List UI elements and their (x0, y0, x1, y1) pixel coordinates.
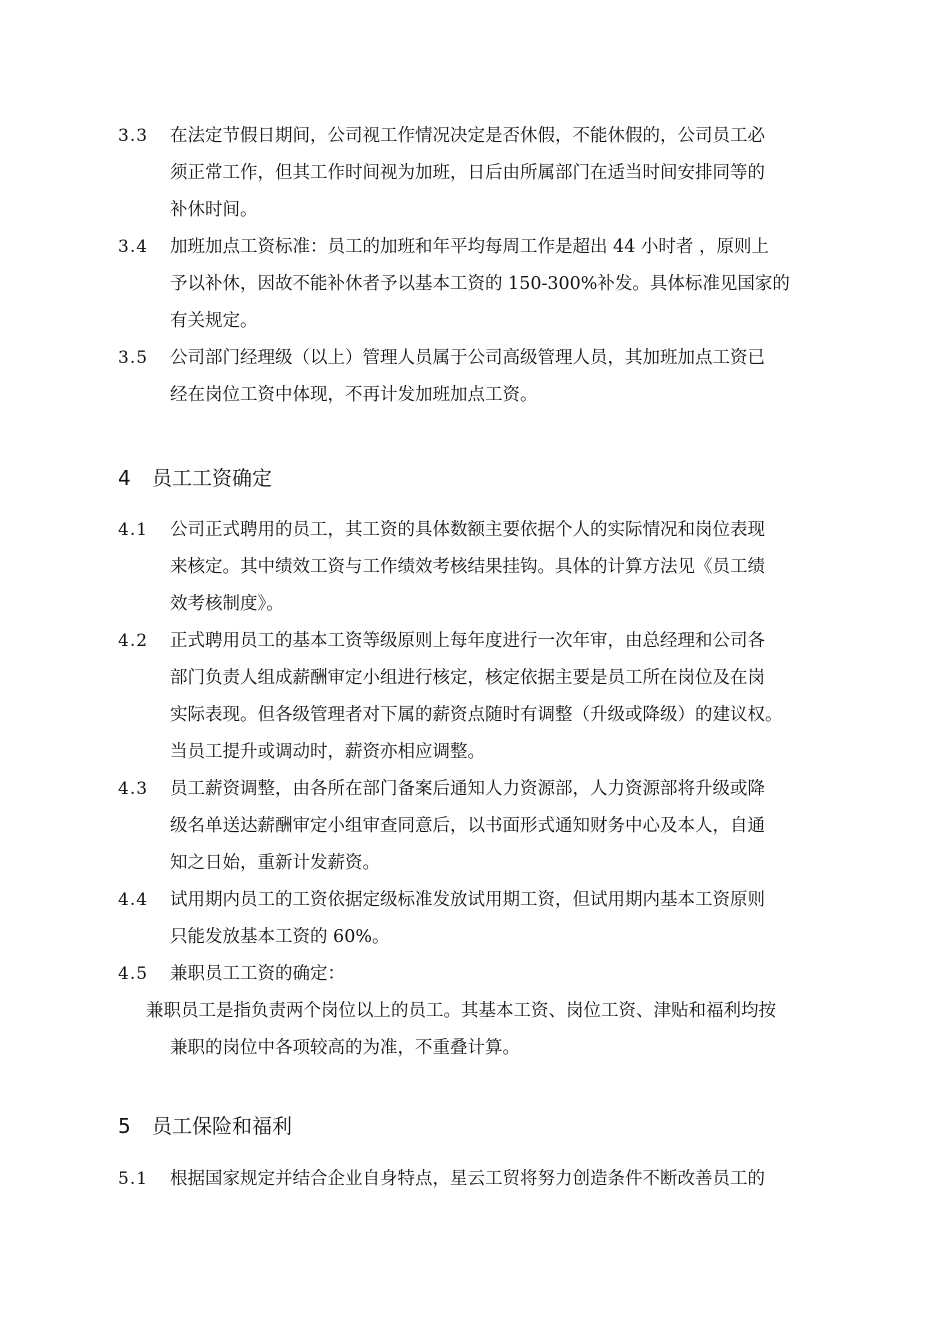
section-heading (118, 1108, 292, 1145)
clause-text: 根据国家规定并结合企业自身特点，星云工贸将努力创造条件不断改善员工的 (170, 1169, 765, 1189)
clause-number: 3.3 (118, 126, 149, 146)
clause-number: 4.2 (118, 631, 149, 651)
clause-text: 须正常工作，但其工作时间视为加班，日后由所属部门在适当时间安排同等的 (170, 163, 765, 183)
clause-text: 公司正式聘用的员工，其工资的具体数额主要依据个人的实际情况和岗位表现 (170, 520, 765, 540)
clause-number: 3.4 (118, 237, 149, 257)
clause-text: 加班加点工资标准：员工的加班和年平均每周工作是超出 44 小时者 ，原则上 (170, 237, 769, 257)
clause-text: 公司部门经理级（以上）管理人员属于公司高级管理人员，其加班加点工资已 (170, 348, 765, 368)
clause-text: 兼职员工是指负责两个岗位以上的员工。其基本工资、岗位工资、津贴和福利均按 (146, 1001, 776, 1021)
clause-text: 试用期内员工的工资依据定级标准发放试用期工资，但试用期内基本工资原则 (170, 890, 765, 910)
clause-text: 知之日始，重新计发薪资。 (170, 853, 380, 873)
clause-text: 部门负责人组成薪酬审定小组进行核定，核定依据主要是员工所在岗位及在岗 (170, 668, 765, 688)
section-heading-number: 5 (118, 1114, 131, 1138)
clause-text: 在法定节假日期间，公司视工作情况决定是否休假，不能休假的，公司员工必 (170, 126, 765, 146)
clause-number: 4.3 (118, 779, 149, 799)
clause-text: 效考核制度》。 (170, 594, 284, 614)
clause-text: 兼职员工工资的确定： (170, 964, 345, 984)
clause-text: 兼职的岗位中各项较高的为准，不重叠计算。 (170, 1038, 520, 1058)
clause-text: 只能发放基本工资的 60%。 (170, 927, 390, 947)
section-heading-title: 员工工资确定 (152, 466, 272, 490)
section-heading-number: 4 (118, 466, 131, 490)
clause-number: 4.4 (118, 890, 149, 910)
clause-number: 5.1 (118, 1169, 149, 1189)
clause-number: 3.5 (118, 348, 149, 368)
clause-text: 来核定。其中绩效工资与工作绩效考核结果挂钩。具体的计算方法见《员工绩 (170, 557, 765, 577)
clause-text: 经在岗位工资中体现，不再计发加班加点工资。 (170, 385, 538, 405)
clause-text: 补休时间。 (170, 200, 258, 220)
clause-text: 员工薪资调整，由各所在部门备案后通知人力资源部，人力资源部将升级或降 (170, 779, 765, 799)
clause-text: 有关规定。 (170, 311, 258, 331)
clause-text: 当员工提升或调动时，薪资亦相应调整。 (170, 742, 485, 762)
clause-text: 级名单送达薪酬审定小组审查同意后，以书面形式通知财务中心及本人，自通 (170, 816, 765, 836)
clause-number: 4.1 (118, 520, 149, 540)
section-heading (118, 460, 272, 497)
clause-text: 实际表现。但各级管理者对下属的薪资点随时有调整（升级或降级）的建议权。 (170, 705, 783, 725)
clause-number: 4.5 (118, 964, 149, 984)
section-heading-title: 员工保险和福利 (152, 1114, 292, 1138)
clause-text: 予以补休，因故不能补休者予以基本工资的 150-300%补发。具体标准见国家的 (170, 274, 790, 294)
clause-text: 正式聘用员工的基本工资等级原则上每年度进行一次年审，由总经理和公司各 (170, 631, 765, 651)
